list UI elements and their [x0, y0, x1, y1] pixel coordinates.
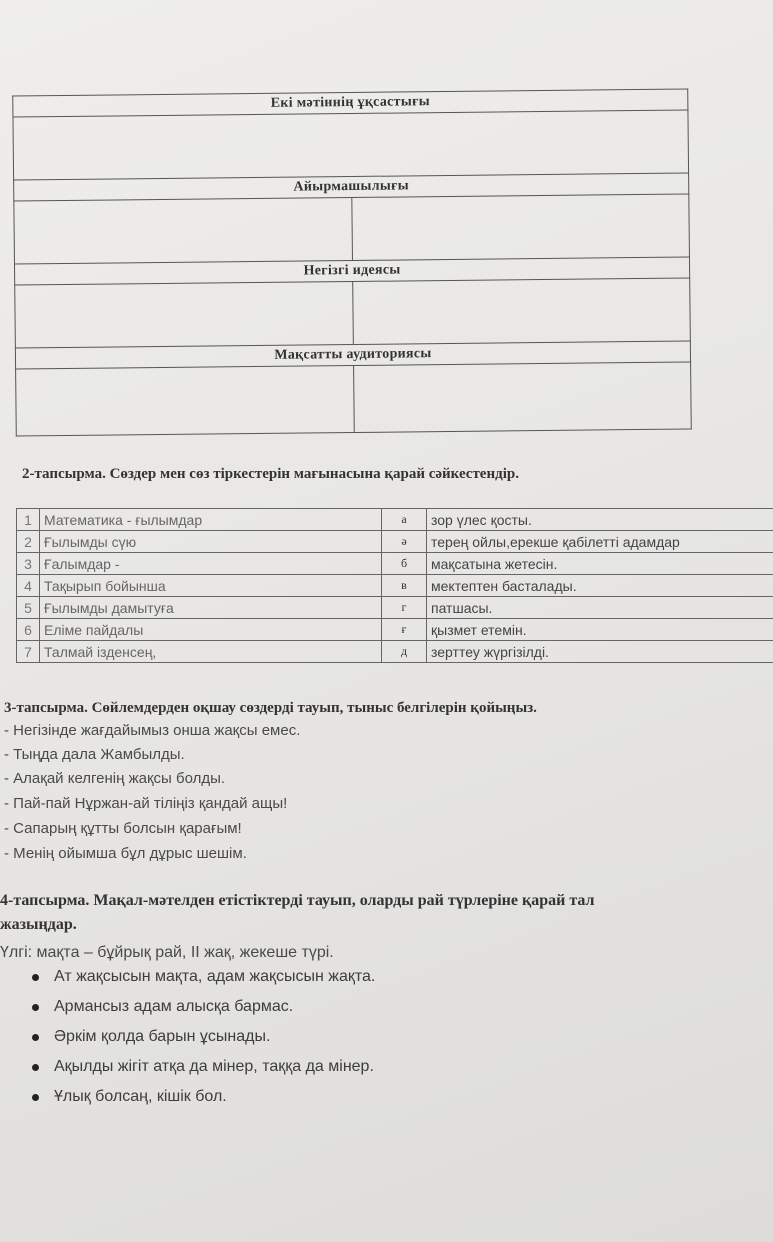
matching-table — [16, 508, 773, 663]
row-number: 5 — [17, 597, 40, 619]
comparison-table — [12, 88, 692, 436]
bullet-icon — [32, 1094, 39, 1101]
comparison-blank-cell — [351, 194, 689, 261]
task3-sentence: - Менің ойымша бұл дұрыс шешім. — [4, 845, 247, 862]
proverb-text: Ат жақсысын мақта, адам жақсысын жақта. — [54, 968, 376, 985]
task3-sentence: - Пай-пай Нұржан-ай тіліңіз қандай ащы! — [4, 795, 288, 812]
proverb-text: Армансыз адам алысқа бармас. — [54, 998, 294, 1015]
proverb-item — [32, 1028, 375, 1058]
comparison-header-audience: Мақсатты аудиториясы — [15, 341, 690, 369]
proverb-list — [32, 968, 375, 1118]
comparison-header-difference: Айырмашылығы — [14, 173, 689, 201]
matching-row — [17, 641, 773, 663]
match-letter: д — [382, 641, 427, 663]
match-letter: ғ — [382, 619, 427, 641]
comparison-blank-cell — [352, 278, 690, 345]
phrase-end: зор үлес қосты. — [427, 509, 773, 531]
matching-row — [17, 531, 773, 553]
task3-sentence: - Сапарың құтты болсын қарағым! — [4, 820, 242, 837]
phrase-start: Математика - ғылымдар — [40, 509, 382, 531]
match-letter: ә — [382, 531, 427, 553]
row-number: 1 — [17, 509, 40, 531]
comparison-header-similarity: Екі мәтіннің ұқсастығы — [13, 89, 688, 117]
match-letter: в — [382, 575, 427, 597]
phrase-start: Талмай ізденсең, — [40, 641, 382, 663]
match-letter: б — [382, 553, 427, 575]
match-letter: г — [382, 597, 427, 619]
bullet-icon — [32, 1034, 39, 1041]
task2-title: 2-тапсырма. Сөздер мен сөз тіркестерін мағынасына қарай сәйкестендір. — [22, 466, 519, 482]
matching-row — [17, 553, 773, 575]
row-number: 3 — [17, 553, 40, 575]
matching-row — [17, 597, 773, 619]
task4-title-continued: жазыңдар. — [0, 916, 77, 933]
bullet-icon — [32, 1064, 39, 1071]
bullet-icon — [32, 974, 39, 981]
matching-row — [17, 575, 773, 597]
task3-sentence: - Тыңда дала Жамбылды. — [4, 746, 185, 763]
task3-sentence: - Алақай келгенің жақсы болды. — [4, 770, 226, 787]
phrase-end: мектептен басталады. — [427, 575, 773, 597]
phrase-end: мақсатына жетесін. — [427, 553, 773, 575]
phrase-start: Еліме пайдалы — [40, 619, 382, 641]
proverb-text: Ақылды жігіт атқа да мінер, таққа да мінер. — [54, 1058, 374, 1075]
comparison-blank-cell — [14, 198, 352, 265]
proverb-item — [32, 998, 375, 1028]
proverb-item — [32, 1088, 375, 1118]
phrase-end: зерттеу жүргізілді. — [427, 641, 773, 663]
phrase-end: патшасы. — [427, 597, 773, 619]
phrase-end: терең ойлы,ерекше қабілетті адамдар — [427, 531, 773, 553]
task3-title: 3-тапсырма. Сөйлемдерден оқшау сөздерді тауып, тыныс белгілерін қойыңыз. — [4, 700, 537, 716]
task4-example: Үлгі: мақта – бұйрық рай, ІІ жақ, жекеше түрі. — [0, 944, 334, 961]
row-number: 7 — [17, 641, 40, 663]
comparison-blank-cell — [13, 110, 689, 180]
task3-sentence: - Негізінде жағдайымыз онша жақсы емес. — [4, 722, 301, 739]
comparison-blank-cell — [353, 362, 691, 433]
row-number: 6 — [17, 619, 40, 641]
comparison-blank-cell — [15, 281, 353, 348]
phrase-end: қызмет етемін. — [427, 619, 773, 641]
phrase-start: Ғалымдар - — [40, 553, 382, 575]
phrase-start: Тақырып бойынша — [40, 575, 382, 597]
task4-title: 4-тапсырма. Мақал-мәтелден етістіктерді тауып, оларды рай түрлеріне қарай тал — [0, 892, 595, 909]
row-number: 4 — [17, 575, 40, 597]
comparison-header-main-idea: Негізгі идеясы — [14, 257, 689, 285]
matching-row — [17, 619, 773, 641]
proverb-text: Әркім қолда барын ұсынады. — [54, 1028, 271, 1045]
proverb-text: Ұлық болсаң, кішік бол. — [54, 1088, 227, 1105]
matching-row — [17, 509, 773, 531]
proverb-item — [32, 1058, 375, 1088]
phrase-start: Ғылымды дамытуға — [40, 597, 382, 619]
comparison-blank-cell — [16, 365, 354, 436]
row-number: 2 — [17, 531, 40, 553]
match-letter: а — [382, 509, 427, 531]
phrase-start: Ғылымды сүю — [40, 531, 382, 553]
bullet-icon — [32, 1004, 39, 1011]
proverb-item — [32, 968, 375, 998]
